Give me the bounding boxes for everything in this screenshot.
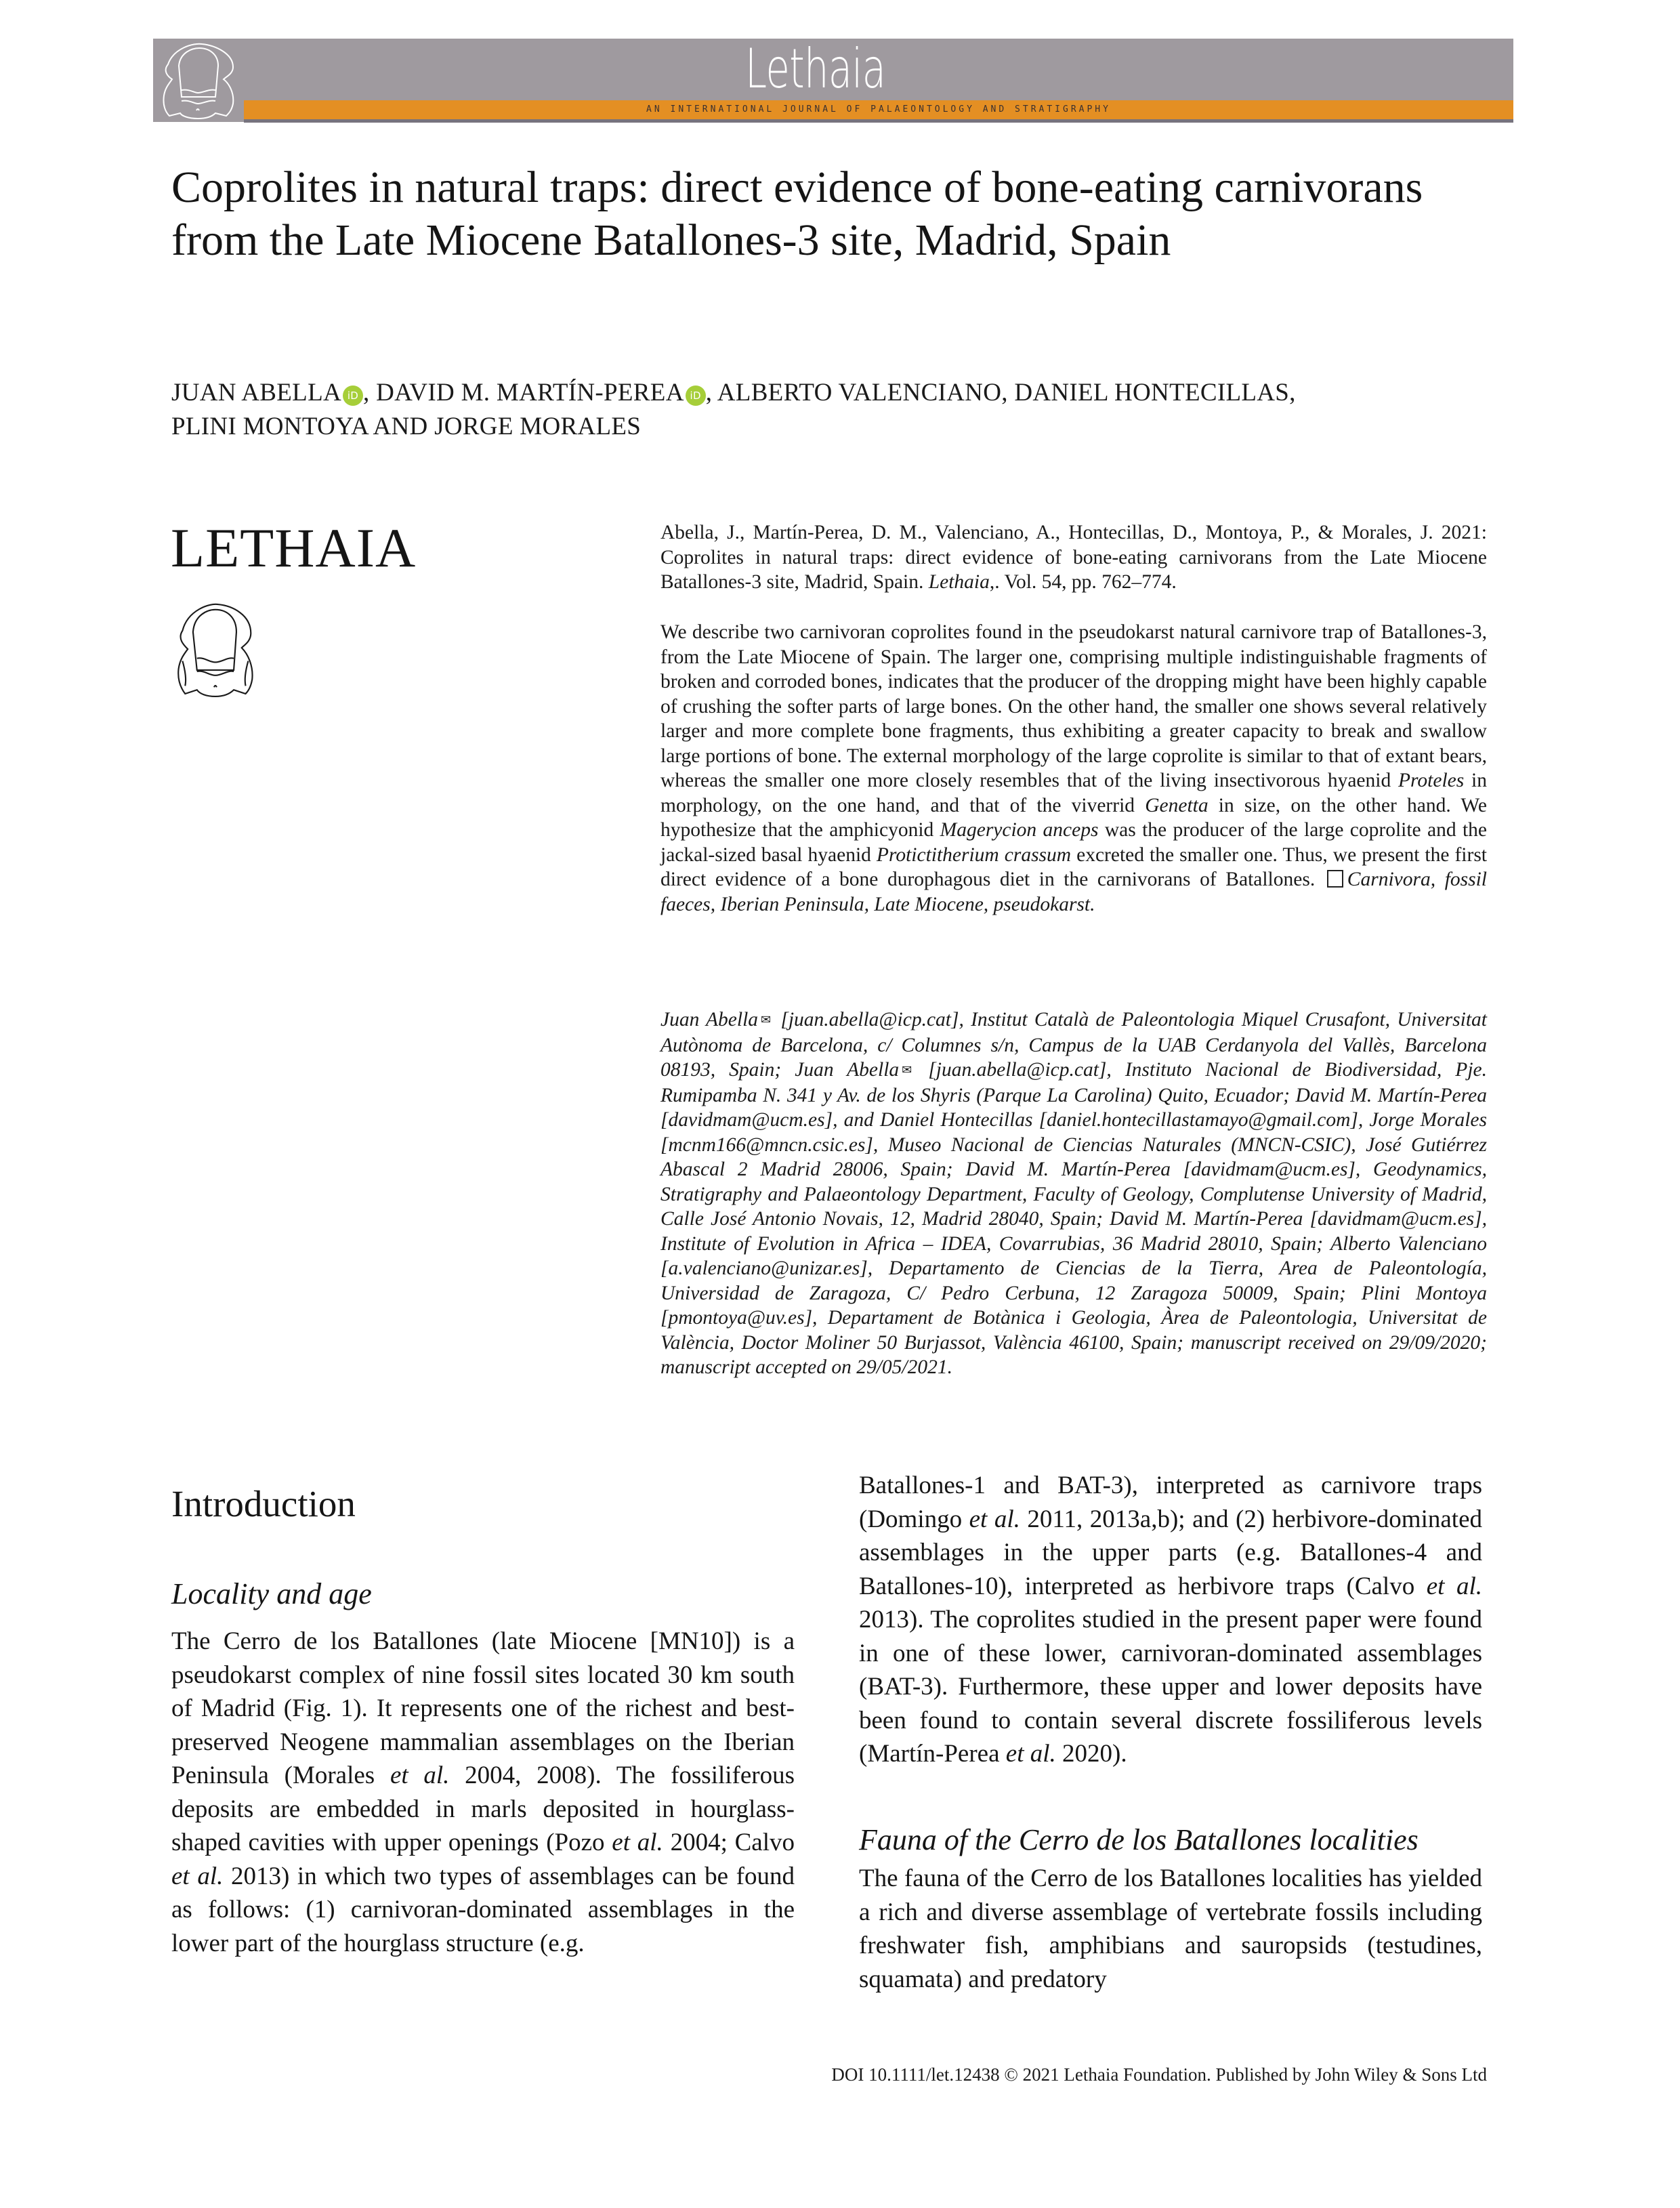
article-title: Coprolites in natural traps: direct evidence of bone-eating carnivorans from the Late Miocene Batallones-3 site, Madrid, Spain: [171, 163, 1423, 265]
subsection-heading-fauna: Fauna of the Cerro de los Batallones localities: [859, 1823, 1419, 1856]
et-al: et al.: [1426, 1572, 1482, 1600]
body-text: 2011, 2013a,b); and (2) herbivore-dominated assemblages in the upper parts (e.g. Batallones-4 and Batallones-10), interpreted as herbivore traps (Calvo: [859, 1505, 1482, 1600]
et-al: et al.: [1005, 1740, 1056, 1768]
citation-volume: ,. Vol. 54, pp. 762–774.: [989, 571, 1177, 593]
orcid-icon[interactable]: iD: [343, 386, 363, 406]
keyword-separator-box-icon: [1327, 870, 1343, 888]
author-separator: ,: [1289, 379, 1296, 407]
body-text: The Cerro de los Batallones (late Miocene [MN10]) is a pseudokarst complex of nine fossil sites located 30 km south of Madrid (Fig. 1). It represents one of the richest and best-preserved Neogene mammalian assemblages on the Iberian Peninsula (Morales: [171, 1627, 795, 1789]
author-name: DAVID M. MARTÍN-PEREA: [376, 379, 684, 407]
body-paragraph: The fauna of the Cerro de los Batallones localities has yielded a rich and diverse assemblage of vertebrate fossils including freshwater fish, amphibians and sauropsids (testudines, squamata) and predatory: [859, 1865, 1482, 1993]
citation-text: Abella, J., Martín-Perea, D. M., Valenciano, A., Hontecillas, D., Montoya, P., & Morales, J. 2021: Coprolites in natural traps: direct evidence of bone-eating carnivorans from the Late Miocene Batallones-3 site, Madrid, Spain.: [660, 522, 1487, 593]
section-heading-introduction: Introduction: [171, 1483, 356, 1524]
author-list: [171, 376, 1458, 444]
body-text: 2020).: [1055, 1740, 1127, 1768]
journal-wordmark: LETHAIA: [171, 517, 417, 579]
abstract-text: in size, on the other hand. We hypothesize that the amphicyonid: [660, 794, 1487, 841]
envelope-icon[interactable]: ✉: [902, 1063, 912, 1077]
affiliation-text: [juan.abella@icp.cat], Institut Català de Paleontologia Miquel Crusafont, Universitat Autònoma de Barcelona, c/ Columnes s/n, Campus de la UAB Cerdanyola del Vallès, Barcelona 08193, Spain; Juan Abella: [660, 1009, 1487, 1081]
envelope-icon[interactable]: ✉: [761, 1013, 772, 1027]
citation-block: [660, 520, 1487, 595]
author-name: ALBERTO VALENCIANO: [717, 379, 1002, 407]
body-paragraph: [859, 1469, 1482, 1771]
body-text: 2013) in which two types of assemblages can be found as follows: (1) carnivoran-dominated assemblages in the lower part of the hourglass structure (e.g.: [171, 1862, 795, 1957]
orcid-icon[interactable]: iD: [686, 386, 706, 406]
et-al: et al.: [390, 1762, 450, 1789]
body-text: 2004, 2008). The fossiliferous deposits are embedded in marls deposited in hourglass-shaped cavities with upper openings (Pozo: [171, 1762, 795, 1856]
citation-journal: Lethaia: [928, 571, 990, 593]
author-name: DANIEL HONTECILLAS: [1014, 379, 1290, 407]
trilobite-logo-icon: [169, 596, 257, 705]
keywords: Carnivora, fossil faeces, Iberian Peninsula, Late Miocene, pseudokarst.: [660, 869, 1487, 915]
corresponding-author: Juan Abella: [660, 1009, 759, 1030]
journal-subtitle: AN INTERNATIONAL JOURNAL OF PALAEONTOLOGY AND STRATIGRAPHY: [646, 104, 1111, 114]
abstract-text: in morphology, on the one hand, and that of the viverrid: [660, 770, 1487, 816]
author-name: JORGE MORALES: [434, 413, 642, 440]
body-text: 2004; Calvo: [663, 1829, 795, 1856]
journal-title: Lethaia: [745, 37, 886, 100]
et-al: et al.: [171, 1862, 224, 1890]
taxon-name: Genetta: [1145, 794, 1209, 816]
affiliation-text: [juan.abella@icp.cat], Instituto Nacional de Biodiversidad, Pje. Rumipamba N. 341 y Av. de los Shyris (Parque La Carolina) Quito, Ecuador; David M. Martín-Perea [davidmam@ucm.es], and Daniel Hontecillas [daniel.hontecillastamayo@gmail.com], Jorge Morales [mcnm166@mncn.csic.es], Museo Nacional de Ciencias Naturales (MNCN-CSIC), José Gutiérrez Abascal 2 Madrid 28006, Spain; David M. Martín-Perea [davidmam@ucm.es], Geodynamics, Stratigraphy and Palaeontology Department, Faculty of Geology, Complutense University of Madrid, Calle José Antonio Novais, 12, Madrid 28040, Spain; David M. Martín-Perea [davidmam@ucm.es], Institute of Evolution in Africa – IDEA, Covarrubias, 36 Madrid 28010, Spain; Alberto Valenciano [a.valenciano@unizar.es], Departamento de Ciencias de la Tierra, Area de Paleontología, Universidad de Zaragoza, C/ Pedro Cerbuna, 12 Zaragoza 50009, Spain; Plini Montoya [pmontoya@uv.es], Departament de Botànica i Geologia, Àrea de Paleontologia, Universitat de València, Doctor Moliner 50 Burjassot, València 46100, Spain; manuscript received on 29/09/2020; manuscript accepted on 29/05/2021.: [660, 1059, 1487, 1378]
taxon-name: Magerycion anceps: [940, 819, 1099, 841]
abstract-text: was the producer of the large coprolite and the jackal-sized basal hyaenid: [660, 819, 1487, 866]
et-al: et al.: [969, 1505, 1020, 1533]
header-divider: [244, 119, 1513, 123]
abstract-text: excreted the smaller one. Thus, we present the first direct evidence of a bone durophagous diet in the carnivorans of Batallones.: [660, 843, 1487, 890]
et-al: et al.: [612, 1829, 663, 1856]
body-text: Batallones-1 and BAT-3), interpreted as carnivore traps (Domingo: [859, 1472, 1482, 1533]
subsection-heading-locality: Locality and age: [171, 1577, 372, 1610]
taxon-name: Protictitherium crassum: [876, 843, 1072, 866]
author-name: JUAN ABELLA: [171, 379, 341, 407]
author-affiliations: [660, 1007, 1487, 1380]
author-separator: ,: [1001, 379, 1015, 407]
author-name: PLINI MONTOYA: [171, 413, 368, 440]
abstract: [660, 620, 1487, 917]
trilobite-logo-icon: [153, 39, 244, 122]
taxon-name: Proteles: [1398, 770, 1465, 791]
author-separator: ,: [705, 379, 717, 407]
body-paragraph: [171, 1625, 795, 1960]
author-separator: ,: [363, 379, 377, 407]
abstract-text: We describe two carnivoran coprolites found in the pseudokarst natural carnivore trap of Batallones-3, from the Late Miocene of Spain. The larger one, comprising multiple indistinguishable fragments of broken and corroded bones, indicates that the producer of the dropping might have been highly capable of crushing the softer parts of large bones. On the other hand, the smaller one shows several relatively larger and more complete bone fragments, thus exhibiting a greater capacity to break and swallow large portions of bone. The external morphology of the large coprolite is similar to that of extant bears, whereas the smaller one more closely resembles that of the living insectivorous hyaenid: [660, 621, 1487, 791]
body-text: 2013). The coprolites studied in the present paper were found in one of these lower, carnivoran-dominated assemblages (BAT-3). Furthermore, these upper and lower deposits have been found to contain several discrete fossiliferous levels (Martín-Perea: [859, 1606, 1482, 1768]
author-separator: AND: [367, 413, 435, 440]
doi-footer: DOI 10.1111/let.12438 © 2021 Lethaia Foundation. Published by John Wiley & Sons Ltd: [831, 2064, 1487, 2085]
